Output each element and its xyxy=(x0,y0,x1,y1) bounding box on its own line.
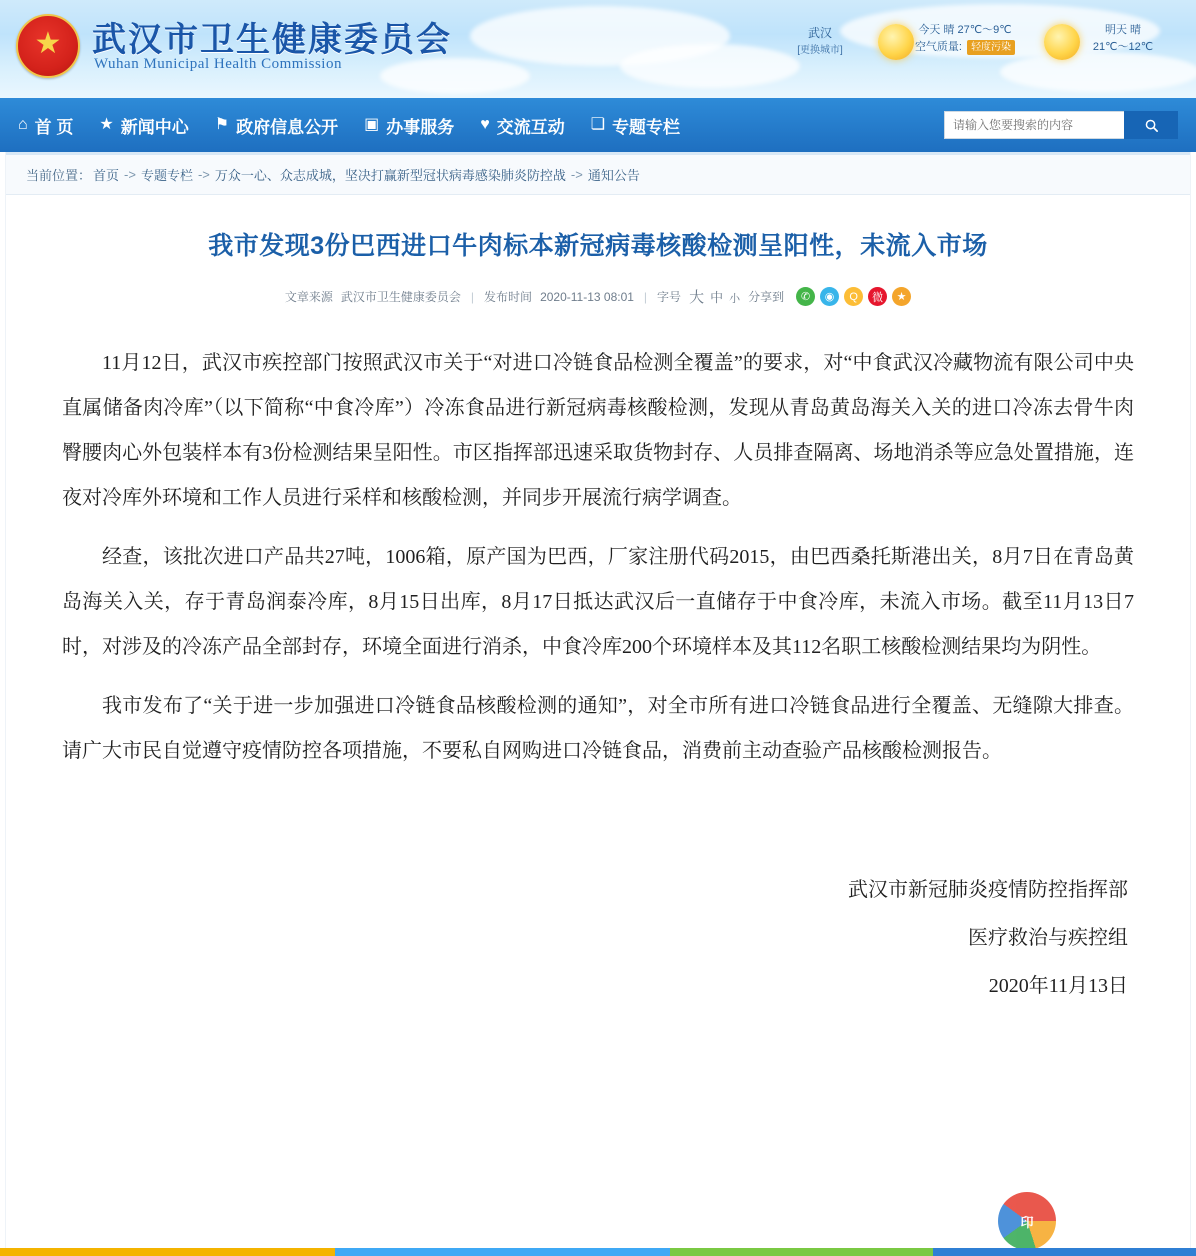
nav-item-interaction[interactable] xyxy=(480,113,565,138)
weather-today-temp: 27℃～9℃ xyxy=(957,24,1012,36)
nav-item-services[interactable] xyxy=(364,113,454,138)
breadcrumb-separator: -> xyxy=(197,167,210,182)
site-title: 武汉市卫生健康委员会 xyxy=(92,21,452,59)
wechat-icon[interactable]: ✆ xyxy=(796,287,815,306)
meta-separator: | xyxy=(643,289,648,304)
weather-today xyxy=(900,22,1030,55)
nav-item-label: 新闻中心 xyxy=(120,117,189,137)
nav-item-label: 首 页 xyxy=(34,117,74,137)
cloud-decoration xyxy=(380,58,530,94)
speech-bubble-icon: ❏ xyxy=(590,116,606,133)
fontsize-small-button[interactable]: 小 xyxy=(729,293,741,305)
article-meta xyxy=(62,286,1134,307)
footer-color-bar xyxy=(0,1248,1196,1256)
signature-line: 医疗救治与疾控组 xyxy=(968,927,1128,949)
search-input[interactable] xyxy=(944,111,1124,139)
national-emblem-icon xyxy=(16,14,80,78)
nav-item-home[interactable] xyxy=(18,113,73,138)
nav-item-label: 交流互动 xyxy=(496,117,565,137)
article xyxy=(0,195,1196,1010)
article-paragraph: 11月12日，武汉市疾控部门按照武汉市关于“对进口冷链食品检测全覆盖”的要求，对“中食武汉冷藏物流有限公司中央直属储备肉冷库”（以下简称“中食冷库”）冷冻食品进行新冠病毒核酸检测，发现从青岛黄岛海关入关的进口冷冻去骨牛肉臀腰肉心外包装样本有3份检测结果呈阳性。市区指挥部迅速采取货物封存、人员排查隔离、场地消杀等应急处置措施，连夜对冷库外环境和工作人员进行采样和核酸检测，并同步开展流行病学调查。 xyxy=(62,352,1134,509)
home-icon: ⌂ xyxy=(18,116,28,133)
breadcrumb-separator: -> xyxy=(570,167,583,182)
breadcrumb-separator: -> xyxy=(124,167,136,182)
publish-value: 2020-11-13 08:01 xyxy=(540,289,634,304)
breadcrumb-item-topics[interactable]: 专题专栏 xyxy=(140,168,193,183)
nav-item-news-center[interactable] xyxy=(99,113,188,138)
page-left-edge xyxy=(0,152,6,1248)
publish-label: 发布时间 xyxy=(484,290,533,304)
monitor-icon: ▣ xyxy=(364,116,380,133)
fontsize-controls xyxy=(689,286,740,307)
weather-tomorrow xyxy=(1068,22,1178,55)
weibo-icon[interactable]: 微 xyxy=(868,287,887,306)
breadcrumb-label: 当前位置： xyxy=(26,168,92,183)
star-glyph: ★ xyxy=(34,26,62,60)
search-button[interactable] xyxy=(1124,111,1178,139)
signature-line: 武汉市新冠肺炎疫情防控指挥部 xyxy=(848,879,1128,901)
fontsize-label: 字号 xyxy=(657,290,682,304)
nav-item-label: 办事服务 xyxy=(386,117,455,137)
weather-tomorrow-label: 明天 晴 xyxy=(1104,24,1142,36)
search-box xyxy=(944,111,1178,139)
flag-icon: ⚑ xyxy=(214,116,230,133)
star-icon: ★ xyxy=(99,116,114,133)
page-title: 我市发现3份巴西进口牛肉标本新冠病毒核酸检测呈阳性，未流入市场 xyxy=(208,232,988,260)
site-title-en: Wuhan Municipal Health Commission xyxy=(94,56,342,72)
share-buttons xyxy=(796,287,911,306)
signature-date: 2020年11月13日 xyxy=(988,975,1128,997)
air-quality-badge: 轻度污染 xyxy=(967,40,1015,55)
main-navigation xyxy=(0,98,1196,152)
fontsize-medium-button[interactable]: 中 xyxy=(710,290,724,305)
source-value: 武汉市卫生健康委员会 xyxy=(340,290,461,304)
nav-item-government-info[interactable] xyxy=(215,113,338,138)
article-paragraph: 经查，该批次进口产品共27吨，1006箱，原产国为巴西，厂家注册代码2015，由巴西桑托斯港出关，8月7日在青岛黄岛海关入关，存于青岛润泰冷库，8月15日出库，8月17日抵达武汉后一直储存于中食冷库，未流入市场。截至11月13日7时，对涉及的冷冻产品全部封存，环境全面进行消杀，中食冷库200个环境样本及其112名职工核酸检测结果均为阴性。 xyxy=(62,546,1134,658)
meta-separator: | xyxy=(470,289,475,304)
qzone-icon[interactable]: Q xyxy=(844,287,863,306)
article-paragraph: 我市发布了“关于进一步加强进口冷链食品核酸检测的通知”，对全市所有进口冷链食品进行全覆盖、无缝隙大排查。请广大市民自觉遵守疫情防控各项措施，不要私自网购进口冷链食品，消费前主动查验产品核酸检测报告。 xyxy=(62,695,1134,762)
weather-change-city-link[interactable]: [更换城市] xyxy=(797,45,843,56)
fontsize-large-button[interactable]: 大 xyxy=(689,289,705,306)
breadcrumb xyxy=(0,155,1196,195)
source-label: 文章来源 xyxy=(284,290,333,304)
page-right-edge xyxy=(1190,152,1196,1248)
breadcrumb-item-home[interactable]: 首页 xyxy=(93,168,120,183)
cloud-decoration xyxy=(1000,52,1196,92)
breadcrumb-item-notices[interactable]: 通知公告 xyxy=(587,168,640,183)
nav-item-label: 政府信息公开 xyxy=(236,117,339,137)
breadcrumb-item-covid-topic[interactable]: 万众一心、众志成城，坚决打赢新型冠状病毒感染肺炎防控战 xyxy=(214,168,566,183)
weather-tomorrow-temp: 21℃～12℃ xyxy=(1092,40,1154,53)
article-body xyxy=(62,341,1134,774)
article-signature xyxy=(62,866,1134,1010)
search-icon xyxy=(1144,118,1159,133)
site-header xyxy=(0,0,1196,98)
heart-icon: ♥ xyxy=(480,116,490,133)
air-quality-label: 空气质量: xyxy=(914,40,962,53)
weather-city xyxy=(790,24,850,56)
weather-today-label: 今天 晴 xyxy=(918,24,955,36)
cloud-decoration xyxy=(620,44,800,88)
nav-item-label: 专题专栏 xyxy=(612,117,681,137)
nav-item-topics[interactable] xyxy=(591,113,680,138)
official-stamp-icon: 印 xyxy=(998,1192,1056,1250)
share-label: 分享到 xyxy=(748,290,785,304)
tencent-weibo-icon[interactable]: ◉ xyxy=(820,287,839,306)
favorite-star-icon[interactable]: ★ xyxy=(892,287,911,306)
weather-city-name: 武汉 xyxy=(807,26,832,40)
